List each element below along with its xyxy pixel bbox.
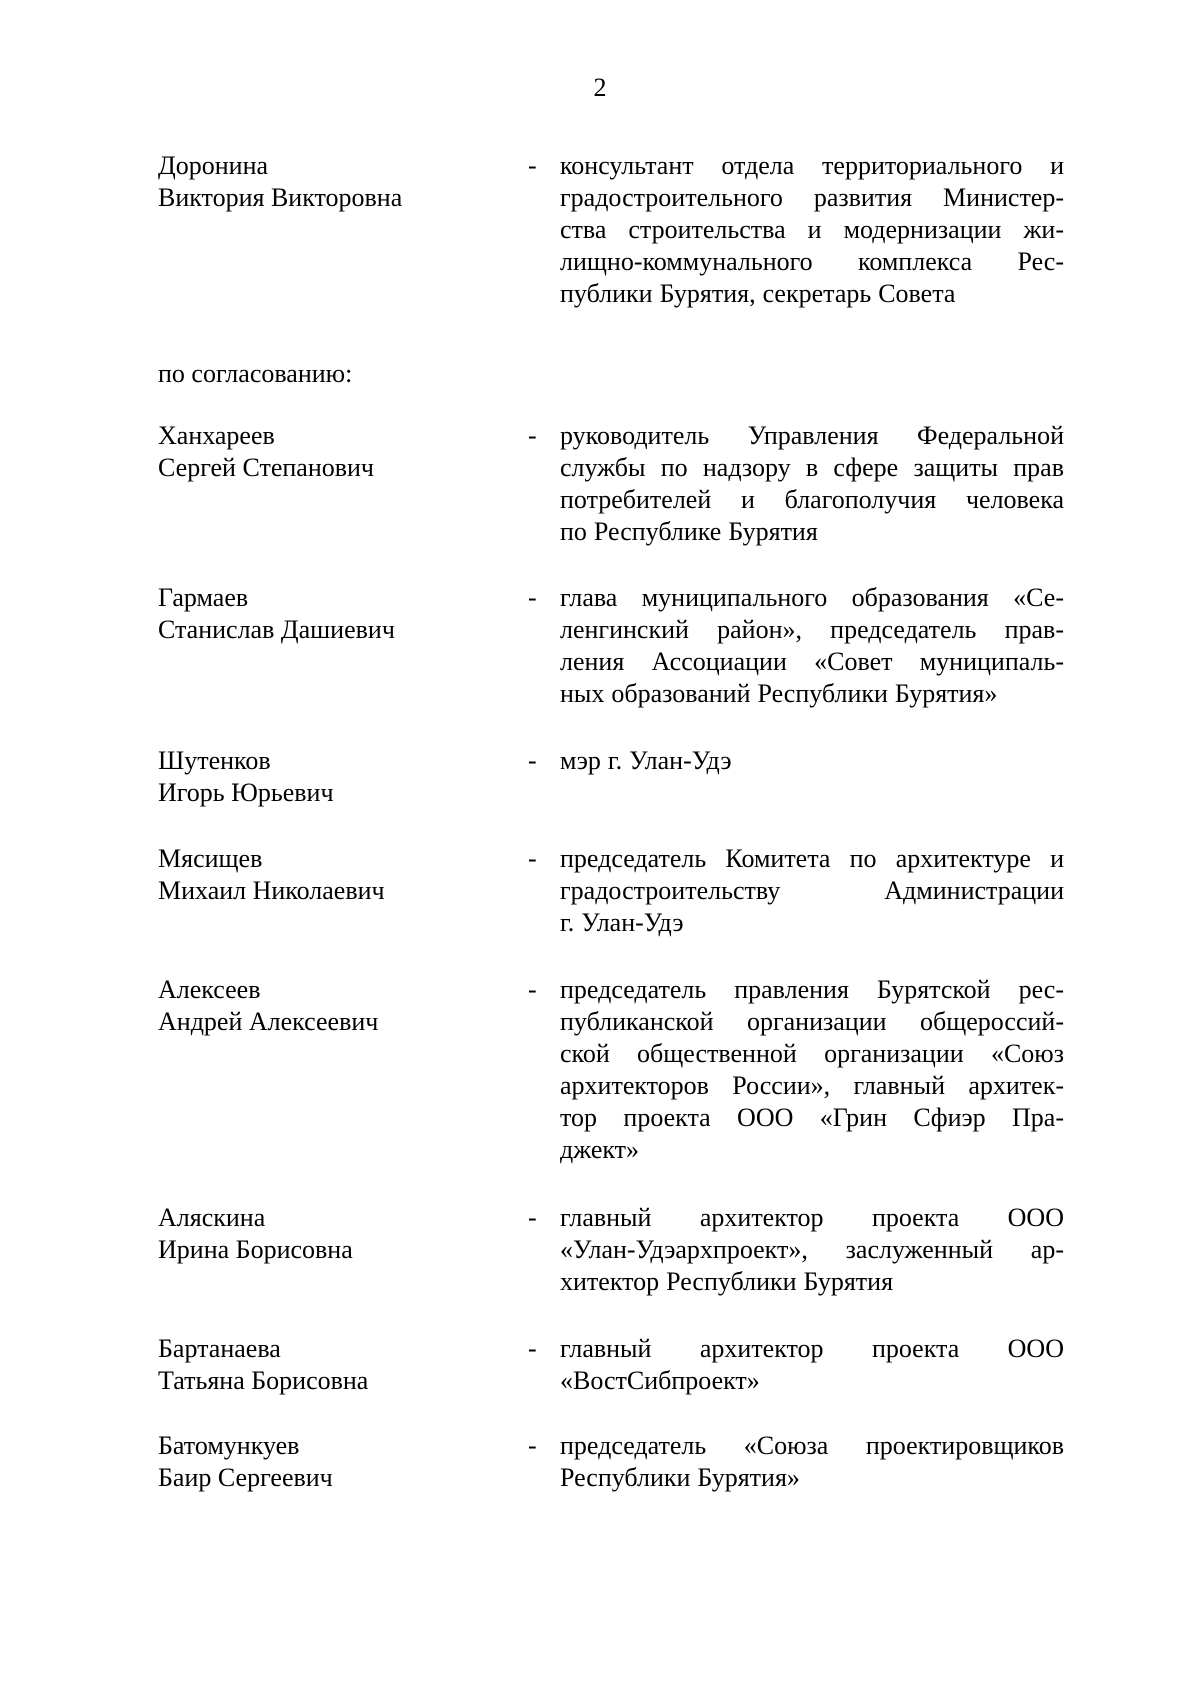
- position-line: джект»: [560, 1135, 640, 1164]
- dash-separator: -: [528, 1203, 537, 1232]
- position-line: хитектор Республики Бурятия: [560, 1267, 894, 1296]
- member-given-names: Ирина Борисовна: [158, 1235, 353, 1264]
- member-name: [158, 1333, 518, 1397]
- position-line: председатель Комитета по архитектуре и: [560, 844, 1064, 873]
- section-label: по согласованию:: [158, 359, 353, 388]
- position-line: г. Улан-Удэ: [560, 908, 684, 937]
- member-given-names: Татьяна Борисовна: [158, 1366, 369, 1395]
- member-name: [158, 843, 518, 907]
- member-surname: Шутенков: [158, 746, 271, 775]
- member-name: [158, 1202, 518, 1266]
- position-line: ления Ассоциации «Совет муниципаль-: [560, 647, 1064, 676]
- dash-separator: -: [528, 1431, 537, 1460]
- dash-separator: -: [528, 151, 537, 180]
- position-line: архитекторов России», главный архитек-: [560, 1071, 1064, 1100]
- position-line: председатель правления Бурятской рес-: [560, 975, 1064, 1004]
- member-position: [560, 745, 1064, 777]
- position-line: глава муниципального образования «Се-: [560, 583, 1064, 612]
- member-position: [560, 1202, 1064, 1298]
- position-line: ства строительства и модернизации жи-: [560, 215, 1064, 244]
- member-position: [560, 150, 1064, 310]
- member-position: [560, 974, 1064, 1166]
- position-line: консультант отдела территориального и: [560, 151, 1064, 180]
- member-name: [158, 1430, 518, 1494]
- member-name: [158, 745, 518, 809]
- member-position: [560, 1430, 1064, 1494]
- member-name: [158, 582, 518, 646]
- position-line: градостроительного развития Министер-: [560, 183, 1064, 212]
- member-surname: Алексеев: [158, 975, 261, 1004]
- member-name: [158, 420, 518, 484]
- member-surname: Ханхареев: [158, 421, 275, 450]
- position-line: тор проекта ООО «Грин Сфиэр Пра-: [560, 1103, 1064, 1132]
- member-surname: Доронина: [158, 151, 269, 180]
- position-line: публиканской организации общероссий-: [560, 1007, 1064, 1036]
- dash-separator: -: [528, 1334, 537, 1363]
- member-position: [560, 420, 1064, 548]
- position-line: мэр г. Улан-Удэ: [560, 746, 732, 775]
- member-surname: Гармаев: [158, 583, 249, 612]
- position-line: председатель «Союза проектировщиков: [560, 1431, 1064, 1460]
- member-surname: Аляскина: [158, 1203, 266, 1232]
- member-position: [560, 582, 1064, 710]
- member-surname: Батомункуев: [158, 1431, 300, 1460]
- dash-separator: -: [528, 844, 537, 873]
- position-line: «ВостСибпроект»: [560, 1366, 760, 1395]
- dash-separator: -: [528, 583, 537, 612]
- member-given-names: Игорь Юрьевич: [158, 778, 334, 807]
- member-surname: Мясищев: [158, 844, 263, 873]
- position-line: службы по надзору в сфере защиты прав: [560, 453, 1064, 482]
- member-position: [560, 1333, 1064, 1397]
- position-line: ской общественной организации «Союз: [560, 1039, 1064, 1068]
- position-line: публики Бурятия, секретарь Совета: [560, 279, 956, 308]
- dash-separator: -: [528, 421, 537, 450]
- position-line: градостроительству Администрации: [560, 876, 1064, 905]
- position-line: главный архитектор проекта ООО: [560, 1334, 1064, 1363]
- position-line: «Улан-Удэархпроект», заслуженный ар-: [560, 1235, 1064, 1264]
- position-line: главный архитектор проекта ООО: [560, 1203, 1064, 1232]
- member-given-names: Виктория Викторовна: [158, 183, 403, 212]
- member-name: [158, 974, 518, 1038]
- position-line: руководитель Управления Федеральной: [560, 421, 1064, 450]
- position-line: потребителей и благополучия человека: [560, 485, 1064, 514]
- dash-separator: -: [528, 975, 537, 1004]
- position-line: по Республике Бурятия: [560, 517, 818, 546]
- member-given-names: Сергей Степанович: [158, 453, 375, 482]
- position-line: ных образований Республики Бурятия»: [560, 679, 998, 708]
- member-name: [158, 150, 518, 214]
- position-line: ленгинский район», председатель прав-: [560, 615, 1064, 644]
- member-given-names: Станислав Дашиевич: [158, 615, 395, 644]
- member-given-names: Андрей Алексеевич: [158, 1007, 379, 1036]
- member-given-names: Баир Сергеевич: [158, 1463, 333, 1492]
- dash-separator: -: [528, 746, 537, 775]
- member-given-names: Михаил Николаевич: [158, 876, 385, 905]
- position-line: Республики Бурятия»: [560, 1463, 800, 1492]
- position-line: лищно-коммунального комплекса Рес-: [560, 247, 1064, 276]
- page-number: 2: [593, 73, 607, 102]
- member-surname: Бартанаева: [158, 1334, 281, 1363]
- member-position: [560, 843, 1064, 939]
